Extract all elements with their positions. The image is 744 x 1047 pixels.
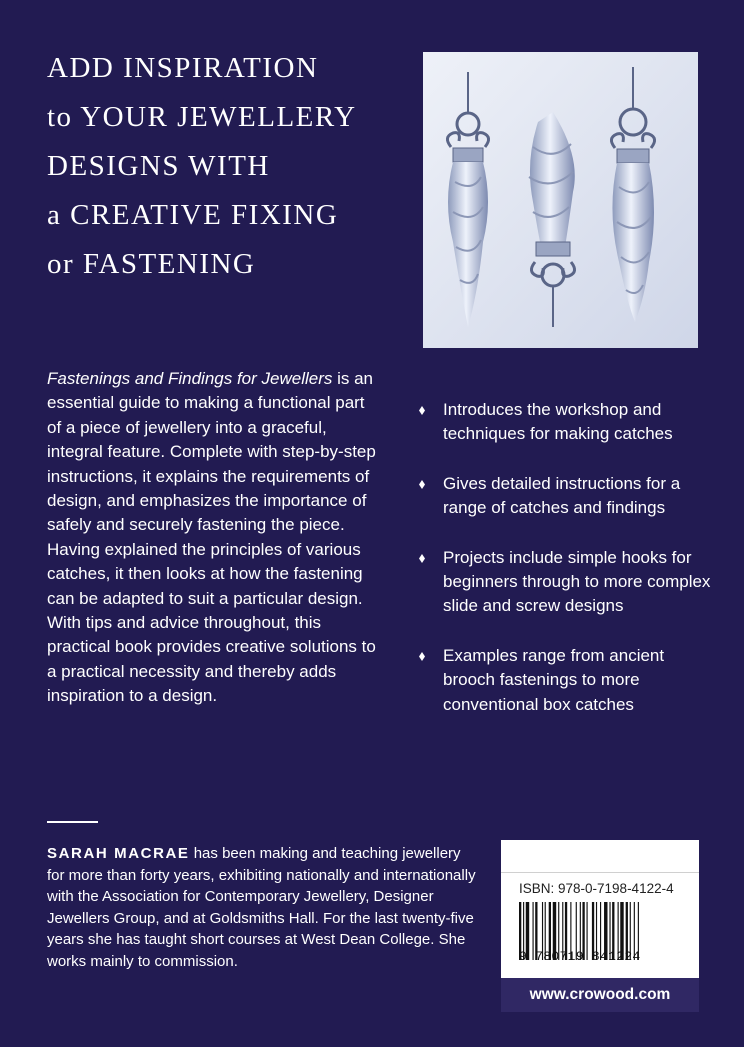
headline-line: or FASTENING — [47, 248, 256, 280]
barcode-panel — [501, 840, 699, 1012]
list-item — [417, 546, 717, 619]
diamond-bullet-icon — [419, 480, 425, 489]
headline-line: DESIGNS WITH — [47, 150, 270, 182]
barcode-digits: 9 780719 841224 — [519, 949, 641, 964]
diamond-bullet-icon — [419, 652, 425, 661]
description-text: is an essential guide to making a functional part of a piece of jewellery into a graceful, integral feature. Complete with step-by-step instructions, it explains the requirements of design, and emphasizes the importance of safely and securely fastening the piece. Having explained the principles of various catches, it then looks at how the fastening can be adapted to suit a particular design. With tips and advice throughout, this practical book provides creative solutions to a practical necessity and thereby adds inspiration to a design. — [47, 369, 376, 706]
list-item-text: Projects include simple hooks for beginners through to more complex slide and screw designs — [443, 547, 711, 616]
divider — [47, 821, 98, 823]
diamond-bullet-icon — [419, 554, 425, 563]
twisted-pendants-image — [423, 52, 698, 348]
jewellery-photo — [423, 52, 698, 348]
list-item-text: Examples range from ancient brooch fastenings to more conventional box catches — [443, 645, 665, 714]
list-item — [417, 398, 717, 447]
feature-list — [417, 398, 717, 742]
headline-line: ADD INSPIRATION — [47, 52, 319, 84]
list-item-text: Introduces the workshop and techniques for making catches — [443, 400, 673, 444]
publisher-url[interactable]: www.crowood.com — [501, 978, 699, 1012]
list-item — [417, 472, 717, 521]
list-item — [417, 644, 717, 717]
author-name: SARAH MACRAE — [47, 845, 190, 862]
list-item-text: Gives detailed instructions for a range of catches and findings — [443, 473, 681, 518]
bio-text: has been making and teaching jewellery for more than forty years, exhibiting nationally and internationally with the Association for Contemporary Jewellery, Designer Jewellers Group, and at Goldsmiths Hall. For the last twenty-five years she has taught short courses at West Dean College. She works mainly to commission. — [47, 845, 476, 970]
price-area — [501, 840, 699, 873]
author-bio — [47, 843, 477, 972]
headline-line: to YOUR JEWELLERY — [47, 101, 357, 133]
book-title: Fastenings and Findings for Jewellers — [47, 369, 333, 388]
book-description — [47, 367, 377, 709]
headline — [47, 44, 397, 289]
isbn-label: ISBN: 978-0-7198-4122-4 — [519, 881, 674, 896]
headline-line: a CREATIVE FIXING — [47, 199, 339, 231]
diamond-bullet-icon — [419, 406, 425, 415]
